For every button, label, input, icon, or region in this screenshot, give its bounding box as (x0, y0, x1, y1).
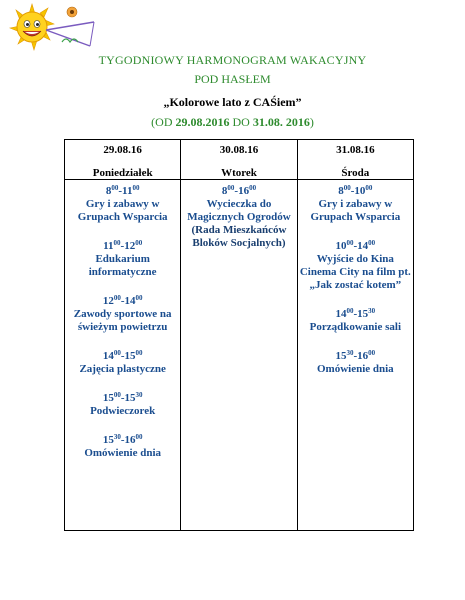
time-range (298, 237, 413, 253)
activity-name: Zajęcia plastyczne (79, 363, 166, 375)
activity-name: Wyjście do Kina Cinema City na film pt. „Jak zostać kotem” (299, 253, 411, 291)
time-range (65, 292, 180, 308)
activity-name: Porządkowanie sali (309, 321, 402, 333)
day-date: 30.08.16 (219, 144, 259, 156)
schedule-subtitle: POD HASŁEM (194, 72, 271, 86)
schedule-entry (298, 237, 413, 292)
end-minutes: 00 (135, 349, 143, 357)
activity-name: Wycieczka do Magicznych Ogrodów (187, 198, 291, 223)
end-hour: 12 (124, 240, 136, 252)
start-hour: 15 (335, 350, 347, 362)
time-separator: - (120, 350, 125, 362)
activity-name: Edukarium informatyczne (88, 253, 157, 278)
start-hour: 8 (221, 185, 228, 197)
time-range (298, 305, 413, 321)
activity-name: Omówienie dnia (84, 447, 162, 459)
end-minutes: 00 (368, 349, 376, 357)
schedule-title: TYGODNIOWY HARMONOGRAM WAKACYJNY (98, 53, 367, 67)
end-hour: 16 (124, 434, 136, 446)
schedule-entry (181, 182, 296, 250)
date-range-from: 29.08.2016 (175, 115, 230, 129)
time-separator: - (120, 392, 125, 404)
time-separator: - (353, 308, 358, 320)
schedule-entry (65, 347, 180, 376)
end-minutes: 00 (135, 294, 143, 302)
time-separator: - (350, 185, 355, 197)
start-minutes: 00 (113, 391, 121, 399)
start-hour: 11 (103, 240, 114, 252)
end-hour: 10 (354, 185, 366, 197)
slogan: „Kolorowe lato z CAŚiem” (163, 95, 302, 109)
day-activities (181, 180, 297, 531)
schedule-entry (298, 305, 413, 334)
time-range (65, 431, 180, 447)
end-hour: 16 (357, 350, 369, 362)
start-minutes: 00 (113, 239, 121, 247)
day-name: Poniedziałek (92, 167, 153, 179)
start-minutes: 00 (346, 307, 354, 315)
end-hour: 14 (357, 240, 369, 252)
start-hour: 14 (102, 350, 114, 362)
time-separator: - (120, 295, 125, 307)
table-header-row (65, 140, 414, 180)
start-minutes: 00 (113, 294, 121, 302)
time-range (298, 182, 413, 198)
date-range-open: (OD (151, 115, 176, 129)
day-activities (297, 180, 413, 531)
start-hour: 14 (335, 308, 347, 320)
end-minutes: 00 (135, 433, 143, 441)
day-activities (65, 180, 181, 531)
end-hour: 14 (124, 295, 136, 307)
date-range (0, 115, 465, 130)
date-range-mid: DO (229, 115, 253, 129)
end-minutes: 30 (135, 391, 143, 399)
end-minutes: 00 (365, 184, 373, 192)
schedule-table (64, 139, 414, 531)
schedule-entry (65, 292, 180, 334)
schedule-entry (65, 431, 180, 460)
start-hour: 15 (102, 392, 114, 404)
start-minutes: 00 (111, 184, 119, 192)
end-minutes: 00 (249, 184, 257, 192)
start-minutes: 30 (113, 433, 121, 441)
start-minutes: 00 (343, 184, 351, 192)
end-minutes: 00 (368, 239, 376, 247)
day-date: 31.08.16 (336, 144, 375, 156)
end-hour: 15 (357, 308, 369, 320)
day-header (181, 140, 297, 180)
end-minutes: 30 (368, 307, 376, 315)
start-minutes: 00 (113, 349, 121, 357)
table-body-row (65, 180, 414, 531)
day-header (297, 140, 413, 180)
time-separator: - (120, 434, 125, 446)
schedule-entry (65, 237, 180, 279)
end-hour: 11 (122, 185, 133, 197)
start-hour: 8 (338, 185, 344, 197)
time-range (65, 389, 180, 405)
activity-name: Gry i zabawy w Grupach Wsparcia (77, 198, 168, 223)
start-minutes: 00 (346, 239, 354, 247)
activity-name: Podwieczorek (90, 405, 156, 417)
end-minutes: 00 (132, 184, 140, 192)
time-separator: - (118, 185, 123, 197)
date-range-to: 31.08. 2016 (252, 115, 310, 129)
time-range (181, 182, 296, 198)
start-minutes: 30 (346, 349, 354, 357)
end-hour: 16 (238, 185, 250, 197)
time-range (65, 347, 180, 363)
date-range-close: ) (309, 115, 314, 129)
day-header (65, 140, 181, 180)
schedule-entry (65, 182, 180, 224)
schedule-entry (65, 389, 180, 418)
day-name: Środa (341, 167, 370, 179)
activity-note: (Rada Mieszkańców Bloków Socjalnych) (191, 224, 287, 249)
time-range (65, 182, 180, 198)
activity-name: Gry i zabawy w Grupach Wsparcia (310, 198, 401, 223)
start-hour: 12 (102, 295, 114, 307)
time-separator: - (353, 350, 358, 362)
start-minutes: 00 (227, 184, 235, 192)
activity-name: Omówienie dnia (316, 363, 394, 375)
schedule-entry (298, 182, 413, 224)
time-separator: - (353, 240, 358, 252)
activity-name: Zawody sportowe na świeżym powietrzu (73, 308, 172, 333)
schedule-entry (298, 347, 413, 376)
end-minutes: 00 (135, 239, 143, 247)
day-date: 29.08.16 (103, 144, 142, 156)
end-hour: 15 (124, 350, 136, 362)
start-hour: 8 (105, 185, 112, 197)
start-hour: 15 (102, 434, 114, 446)
end-hour: 15 (124, 392, 136, 404)
time-range (298, 347, 413, 363)
start-hour: 10 (335, 240, 347, 252)
day-name: Wtorek (221, 167, 257, 179)
time-separator: - (234, 185, 239, 197)
time-separator: - (120, 240, 125, 252)
time-range (65, 237, 180, 253)
